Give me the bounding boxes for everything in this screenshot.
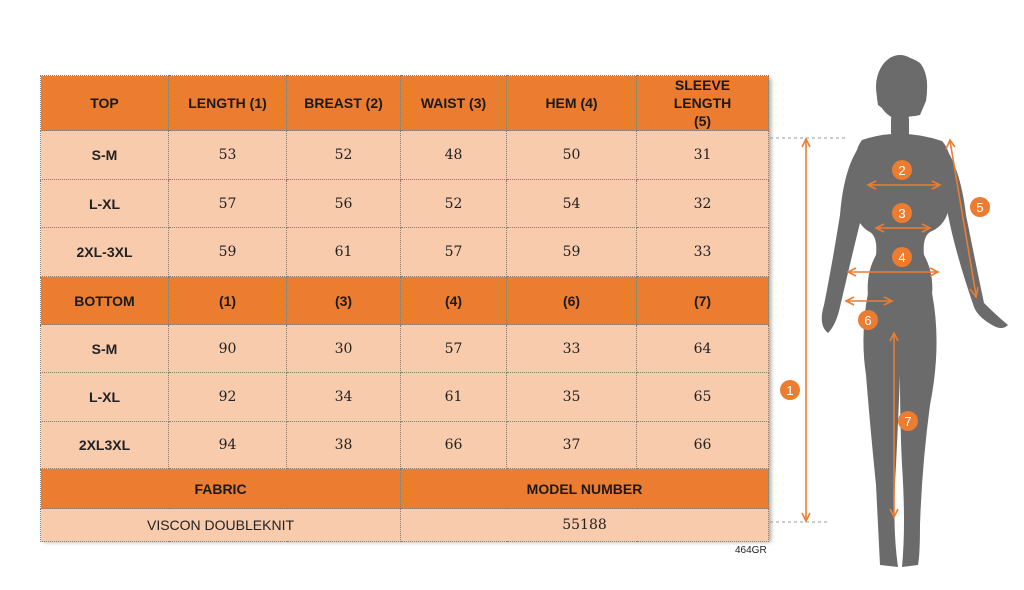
table-cell: 65: [637, 373, 769, 422]
marker-3-label: 3: [898, 206, 906, 221]
table-cell: 56: [287, 180, 401, 228]
model-number-label: MODEL NUMBER: [401, 469, 769, 509]
top-header-cell: SLEEVE LENGTH (5): [637, 76, 769, 131]
table-cell: 54: [507, 180, 637, 228]
top-header-cell: WAIST (3): [401, 76, 507, 131]
table-row: [41, 325, 769, 373]
bottom-header-cell: BOTTOM: [41, 277, 169, 325]
table-cell: 94: [169, 422, 287, 469]
size-chart: [40, 75, 768, 539]
table-cell: 61: [401, 373, 507, 422]
fabric-value: VISCON DOUBLEKNIT: [41, 509, 401, 542]
model-number-value: 55188: [401, 509, 769, 542]
fabric-header-row: [41, 469, 769, 509]
table-cell: 52: [401, 180, 507, 228]
table-cell: 38: [287, 422, 401, 469]
table-cell: 52: [287, 131, 401, 180]
bottom-header-cell: (6): [507, 277, 637, 325]
fabric-label: FABRIC: [41, 469, 401, 509]
table-row: [41, 131, 769, 180]
table-cell: 48: [401, 131, 507, 180]
table-row: [41, 373, 769, 422]
top-header-cell: HEM (4): [507, 76, 637, 131]
marker-7-label: 7: [904, 414, 912, 429]
bottom-header-cell: (1): [169, 277, 287, 325]
table-cell: 66: [637, 422, 769, 469]
guide-lines: [770, 138, 846, 522]
table-cell: 33: [507, 325, 637, 373]
table-cell: 59: [169, 228, 287, 277]
table-row: [41, 228, 769, 277]
size-label: L-XL: [41, 373, 169, 422]
bottom-header-cell: (4): [401, 277, 507, 325]
table-cell: 61: [287, 228, 401, 277]
table-cell: 35: [507, 373, 637, 422]
fabric-value-row: [41, 509, 769, 542]
marker-1-label: 1: [786, 383, 794, 398]
table-cell: 90: [169, 325, 287, 373]
table-row: [41, 180, 769, 228]
table-cell: 57: [401, 228, 507, 277]
table-cell: 53: [169, 131, 287, 180]
marker-5-label: 5: [976, 200, 984, 215]
table-cell: 64: [637, 325, 769, 373]
table-cell: 33: [637, 228, 769, 277]
bottom-header-row: [41, 277, 769, 325]
marker-6-label: 6: [864, 313, 872, 328]
size-label: S-M: [41, 325, 169, 373]
bottom-header-cell: (7): [637, 277, 769, 325]
table-cell: 30: [287, 325, 401, 373]
size-label: S-M: [41, 131, 169, 180]
table-row: [41, 422, 769, 469]
size-label: 2XL-3XL: [41, 228, 169, 277]
product-code: 464GR: [735, 545, 767, 556]
size-table: [40, 75, 769, 542]
marker-2-label: 2: [898, 163, 906, 178]
table-cell: 31: [637, 131, 769, 180]
table-cell: 92: [169, 373, 287, 422]
table-cell: 57: [169, 180, 287, 228]
bottom-header-cell: (3): [287, 277, 401, 325]
top-header-cell: LENGTH (1): [169, 76, 287, 131]
body-silhouette-illustration: [770, 45, 1024, 585]
silhouette: [822, 55, 1008, 567]
top-header-cell: BREAST (2): [287, 76, 401, 131]
top-header-row: [41, 76, 769, 131]
table-cell: 50: [507, 131, 637, 180]
table-cell: 57: [401, 325, 507, 373]
table-cell: 37: [507, 422, 637, 469]
size-label: L-XL: [41, 180, 169, 228]
top-header-cell: TOP: [41, 76, 169, 131]
table-cell: 59: [507, 228, 637, 277]
measurement-figure: [770, 45, 1024, 585]
table-cell: 66: [401, 422, 507, 469]
table-cell: 32: [637, 180, 769, 228]
marker-4-label: 4: [898, 250, 906, 265]
size-label: 2XL3XL: [41, 422, 169, 469]
table-cell: 34: [287, 373, 401, 422]
